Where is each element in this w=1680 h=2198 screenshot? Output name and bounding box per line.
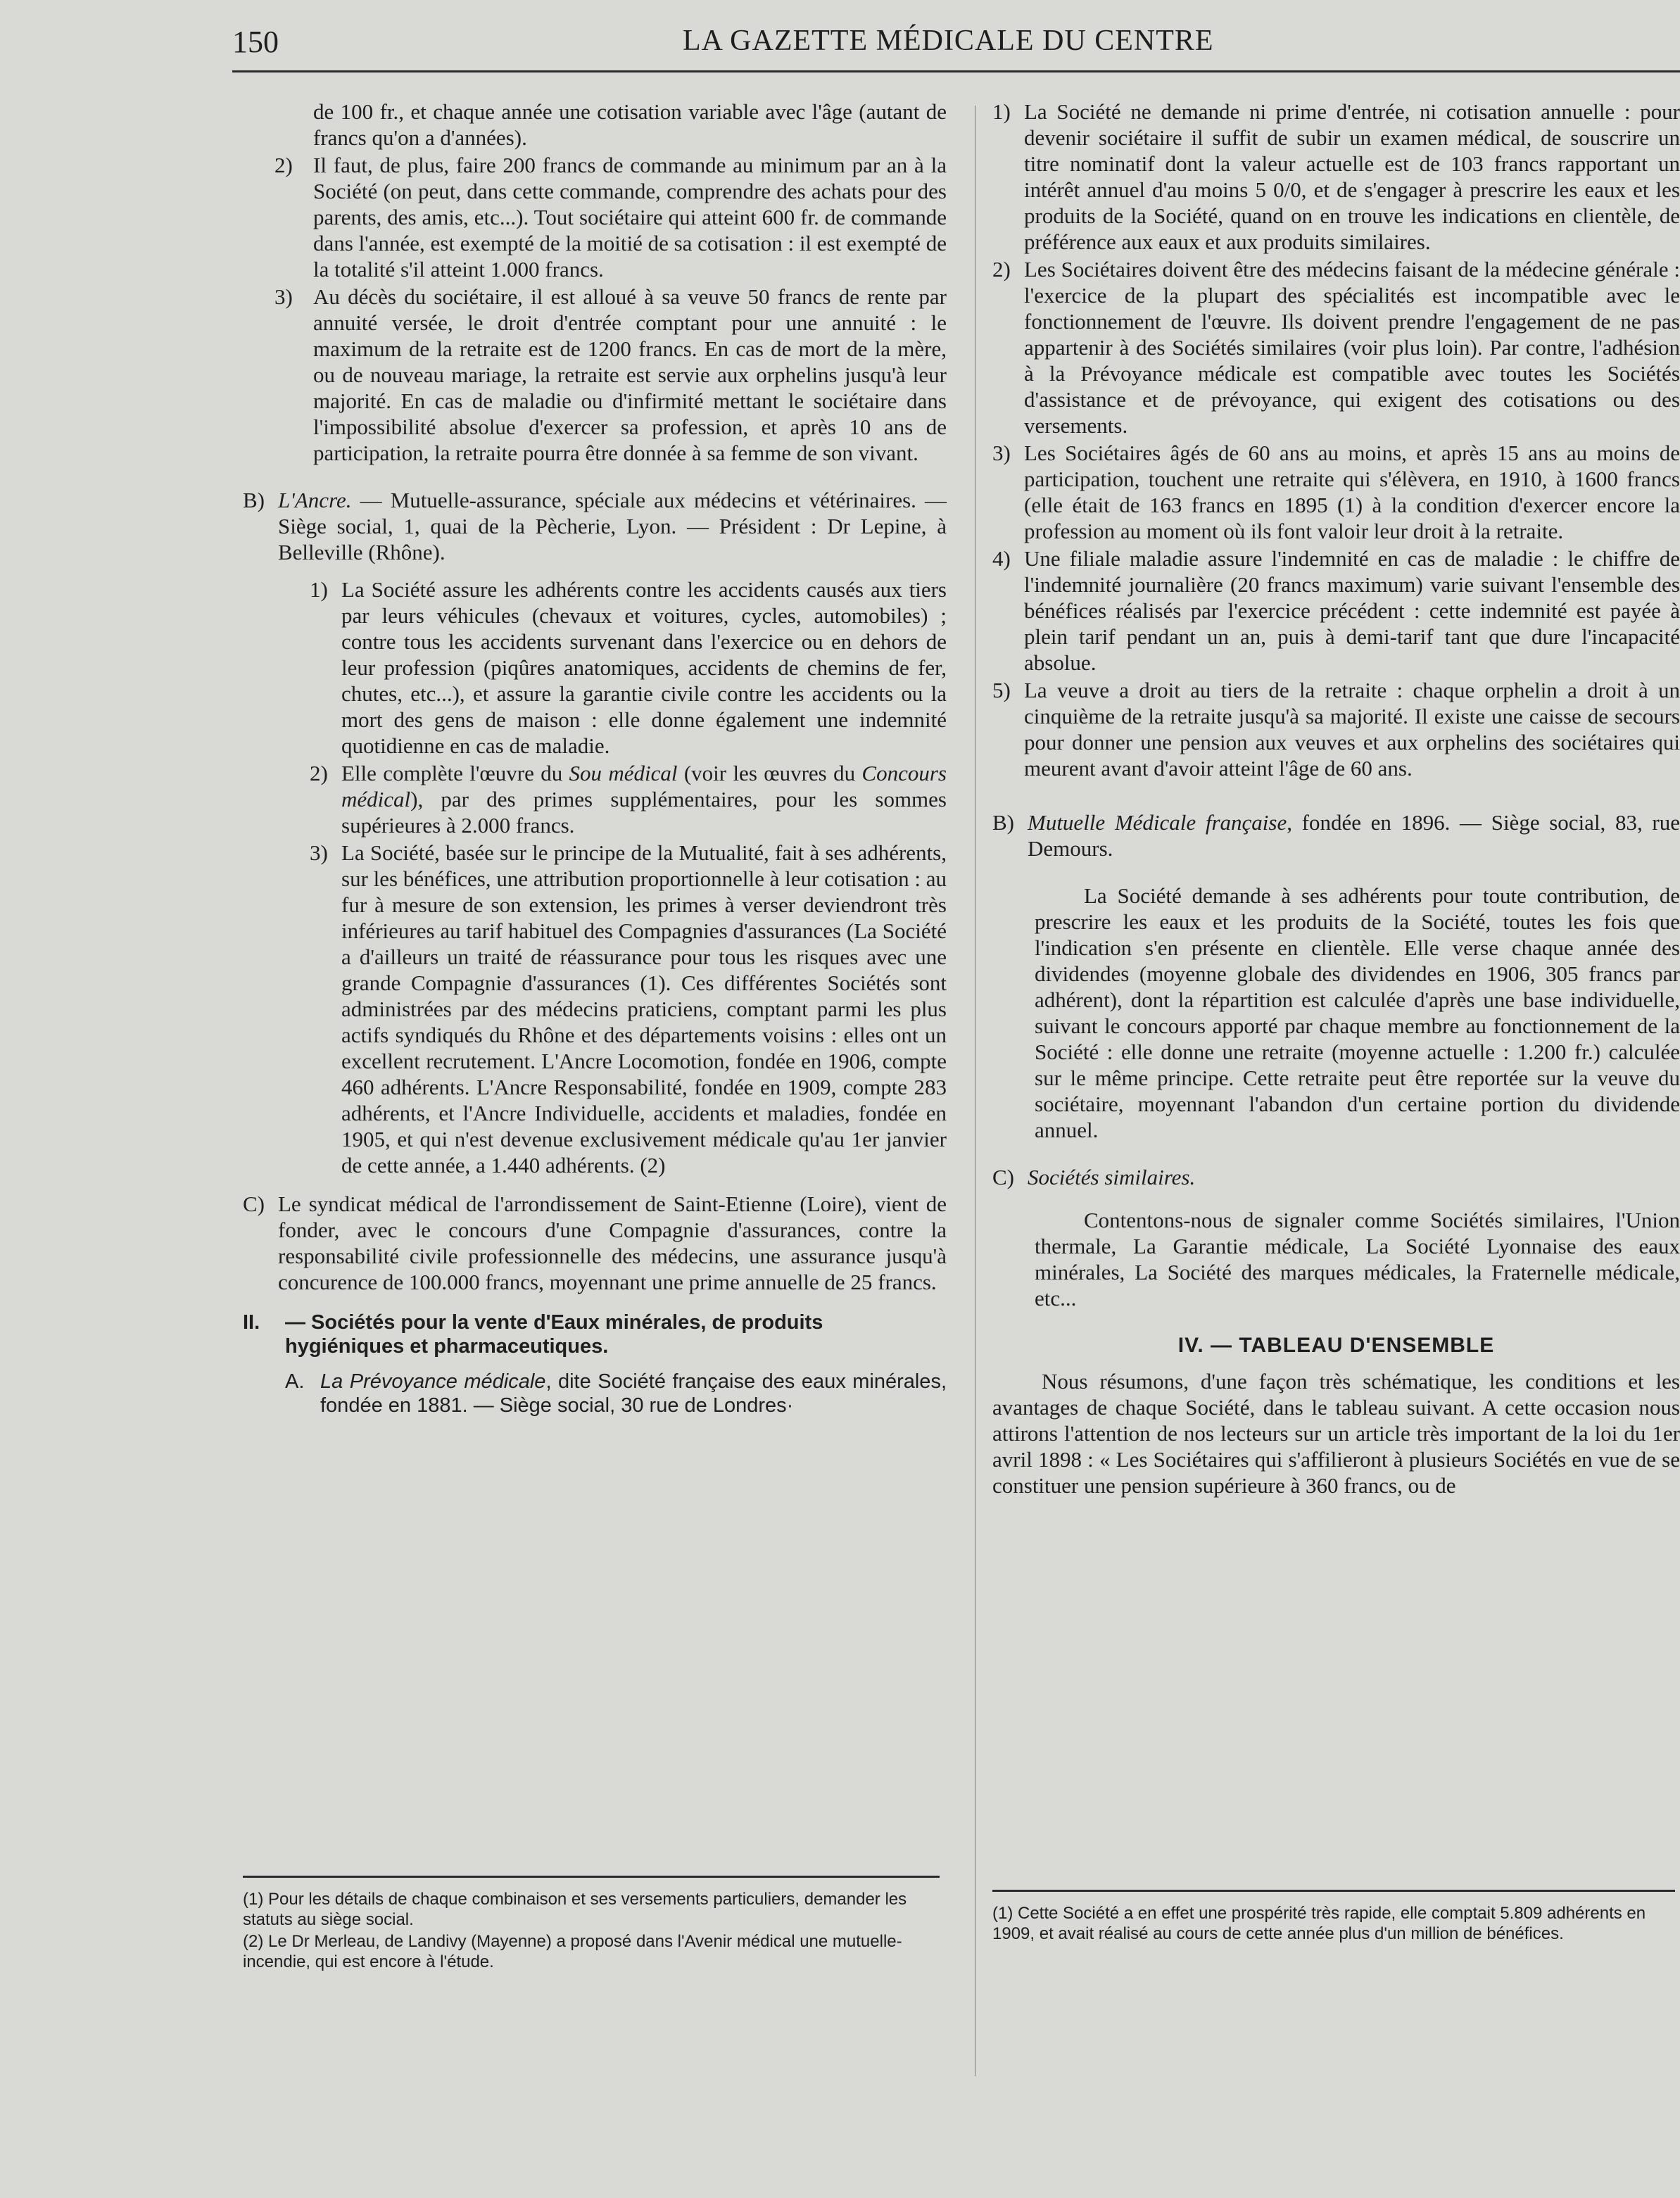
section-b-mutuelle: B) Mutuelle Médicale française, fondée en 1896. — Siège social, 83, rue Demours. bbox=[992, 810, 1680, 861]
footnote: (1) Cette Société a en effet une prospérité très rapide, elle comptait 5.809 adhérents en 1909, et avait réalisé au cours de cette année plus d'un million de bénéfices. bbox=[992, 1904, 1646, 1943]
list-item: 5) La veuve a droit au tiers de la retraite : chaque orphelin a droit à un cinquième de la retraite jusqu'à sa majorité. Il existe une caisse de secours pour donner une pension aux veuves et aux orphelins des sociétaires qui meurent avant d'avoir atteint l'âge de 60 ans. bbox=[992, 678, 1680, 781]
list-item: 4) Une filiale maladie assure l'indemnité en cas de maladie : le chiffre de l'indemnité journalière (20 francs maximum) varie suivant l'ensemble des bénéfices réalisés par l'exercice précédent : cette indemnité est payée à plein tarif pendant un an, puis à demi-tarif tant que dure l'incapacité absolue. bbox=[992, 546, 1680, 675]
list-item: 2) Elle complète l'œuvre du Sou médical (voir les œuvres du Concours médical), par des primes supplémentaires, pour les sommes supérieures à 2.000 francs. bbox=[310, 761, 947, 838]
page-header bbox=[225, 21, 1661, 63]
list-item: 1) La Société ne demande ni prime d'entrée, ni cotisation annuelle : pour devenir sociétaire il suffit de subir un examen médical, de souscrire un titre nominatif dont la valeur actuelle est de 103 francs rapportant un intérêt annuel d'au moins 5 0/0, et de s'engager à prescrire les eaux et les produits de la Société, quand on en trouve les indications en clientèle, de préférence aux eaux et aux produits similaires. bbox=[992, 99, 1680, 254]
right-column bbox=[992, 99, 1680, 1500]
list-item: 2) Il faut, de plus, faire 200 francs de commande au minimum par an à la Société (on peut, dans cette commande, comprendre des achats pour des parents, des amis, etc...). Tout sociétaire qui atteint 600 fr. de commande dans l'année, est exempté de la moitié de sa cotisation : il est exempté de la totalité s'il atteint 1.000 francs. bbox=[274, 153, 947, 282]
section-b-lancre: B) L'Ancre. — Mutuelle-assurance, spéciale aux médecins et vétérinaires. — Siège social, 1, quai de la Pècherie, Lyon. — Président : Dr Lepine, à Belleville (Rhône). bbox=[243, 488, 947, 564]
journal-title: LA GAZETTE MÉDICALE DU CENTRE bbox=[683, 25, 1214, 57]
list-item: 3) Les Sociétaires âgés de 60 ans au moins, et après 15 ans au moins de participation, touchent une retraite qui s'élèvera, en 1910, à 1600 francs (elle était de 163 francs en 1895 (1) à la condition d'exercer encore la profession au moment où ils font valoir leur droit à la retraite. bbox=[992, 441, 1680, 543]
list-item: 2) Les Sociétaires doivent être des médecins faisant de la médecine générale : l'exercice de la plupart des spécialités est incompatible avec le fonctionnement de l'œuvre. Ils doivent prendre l'engagement de ne pas appartenir à des Sociétés similaires (voir plus loin). Par contre, l'adhésion à la Prévoyance médicale est compatible avec toutes les Sociétés d'assistance et de prévoyance, qui exigent des cotisations ou des versements. bbox=[992, 257, 1680, 438]
section-c-similaires: C) Sociétés similaires. bbox=[992, 1165, 1196, 1189]
list-item: 3) La Société, basée sur le principe de la Mutualité, fait à ses adhérents, sur les bénéfices, une attribution proportionnelle à leur cotisation : au fur à mesure de son extension, les primes à verser deviendront très inférieures au tarif habituel des Compagnies d'assurances (La Société a d'ailleurs un traité de réassurance pour tous les risques avec une grande Compagnie d'assurances (1). Ces différentes Sociétés sont administrées par des médecins praticiens, comptant parmi les plus actifs syndiqués du Rhône et des départements voisins : elles ont un excellent recrutement. L'Ancre Locomotion, fondée en 1906, compte 460 adhérents. L'Ancre Responsabilité, fondée en 1909, compte 283 adhérents, et l'Ancre Individuelle, accidents et maladies, fondée en 1905, et qui n'est devenue exclusivement médicale qu'au 1er janvier de cette année, a 1.440 adhérents. (2) bbox=[310, 840, 947, 1177]
list-item: 1) La Société assure les adhérents contre les accidents causés aux tiers par leurs véhicules (chevaux et voitures, cycles, automobiles) ; contre tous les accidents survenant dans l'exercice ou en dehors de leur profession (piqûres anatomiques, accidents de chemins de fer, chutes, etc...), et assure la garantie civile contre les accidents ou la mort des gens de maison : elle donne également une indemnité quotidienne en cas de maladie. bbox=[310, 577, 947, 758]
footnote: (2) Le Dr Merleau, de Landivy (Mayenne) a proposé dans l'Avenir médical une mutuelle-incendie, qui est encore à l'étude. bbox=[243, 1932, 902, 1971]
list-item: 3) Au décès du sociétaire, il est alloué à sa veuve 50 francs de rente par annuité versée, le droit d'entrée comptant pour une annuité : le maximum de la retraite est de 1200 francs. En cas de mort de la mère, ou de nouveau mariage, la retraite est servie aux orphelins jusqu'à leur majorité. En cas de maladie ou d'infirmité mettant le sociétaire dans l'impossibilité absolue d'exercer sa profession, et après 10 ans de participation, la retraite pourra être donnée à sa femme de son vivant. bbox=[274, 284, 947, 465]
footnotes-left bbox=[243, 1876, 940, 1973]
paragraph: Nous résumons, d'une façon très schématique, les conditions et les avantages de chaque Société, dans le tableau suivant. A cette occasion nous attirons l'attention de nos lecteurs sur un article très important de la loi du 1er avril 1898 : « Les Sociétaires qui s'affilieront à plusieurs Sociétés en vue de se constituer une pension supérieure à 360 francs, ou de bbox=[992, 1369, 1680, 1498]
header-rule bbox=[232, 70, 1680, 72]
section-ii-a: A. La Prévoyance médicale, dite Société française des eaux minérales, fondée en 1881. — Siège social, 30 rue de Londres· bbox=[285, 1370, 947, 1417]
section-ii-heading: II. — Sociétés pour la vente d'Eaux minérales, de produits hygiéniques et pharmaceutiques. bbox=[243, 1311, 823, 1358]
paragraph: Contentons-nous de signaler comme Sociétés similaires, l'Union thermale, La Garantie médicale, La Société Lyonnaise des eaux minérales, La Société des marques médicales, la Fraternelle médicale, etc... bbox=[1035, 1208, 1680, 1310]
footnotes-right bbox=[992, 1890, 1675, 1945]
section-name: L'Ancre. bbox=[278, 488, 352, 512]
section-iv-heading: IV. — TABLEAU D'ENSEMBLE bbox=[1177, 1334, 1495, 1357]
footnote-rule bbox=[992, 1890, 1675, 1892]
footnote: (1) Pour les détails de chaque combinaison et ses versements particuliers, demander les statuts au siège social. bbox=[243, 1890, 907, 1929]
footnote-rule bbox=[243, 1876, 940, 1878]
page-number: 150 bbox=[232, 25, 279, 59]
intro-continuation: de 100 fr., et chaque année une cotisation variable avec l'âge (autant de francs qu'on a d'années). bbox=[313, 99, 947, 150]
section-c-syndicat: C) Le syndicat médical de l'arrondissement de Saint-Etienne (Loire), vient de fonder, avec le concours d'une Compagnie d'assurances, contre la responsabilité civile professionnelle des médecins, une assurance jusqu'à concurence de 100.000 francs, moyennant une prime annuelle de 25 francs. bbox=[243, 1192, 947, 1294]
paragraph: La Société demande à ses adhérents pour toute contribution, de prescrire les eaux et les produits de la Société, toutes les fois que l'indication s'en présente en clientèle. Elle verse chaque année des dividendes (moyenne globale des dividendes en 1906, 305 francs par adhérent), dont la répartition est calculée d'après une base individuelle, suivant le concours apporté par chaque membre au fonctionnement de la Société : elle donne une retraite (moyenne actuelle : 1.200 fr.) calculée sur le même principe. Cette retraite peut être reportée sur la veuve du sociétaire, moyennant l'abandon d'un certaine portion du dividende annuel. bbox=[1035, 883, 1680, 1142]
left-column bbox=[243, 99, 947, 1419]
